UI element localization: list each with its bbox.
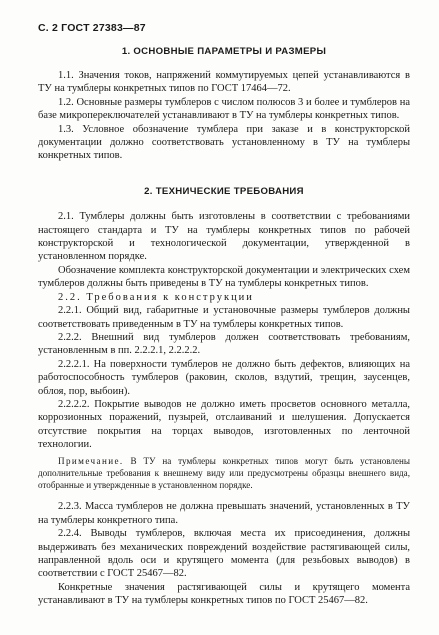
- section-2-title: 2. ТЕХНИЧЕСКИЕ ТРЕБОВАНИЯ: [144, 186, 304, 198]
- paragraph-1-1: 1.1. Значения токов, напряжений коммутируемых цепей устанавливаются в ТУ на тумблеры конкретных типов по ГОСТ 17464—72.: [38, 70, 410, 95]
- paragraph-2-2-2: 2.2.2. Внешний вид тумблеров должен соответствовать требованиям, установленным в пп. 2.2.2.1, 2.2.2.2.: [38, 332, 410, 357]
- paragraph-2-2-2-2: 2.2.2.2. Покрытие выводов не должно иметь просветов основного металла, коррозионных поражений, пузырей, отслаиваний и шелушения. Допускается отсутствие покрытия на торцах выводов, изготовленных по ленточной технологии.: [38, 399, 410, 450]
- paragraph-2-2-3: 2.2.3. Масса тумблеров не должна превышать значений, установленных в ТУ на тумблеры конкретного типа.: [38, 501, 410, 526]
- paragraph-2-1-designation: Обозначение комплекта конструкторской документации и электрических схем тумблеров должны быть приведены в ТУ на тумблеры конкретных типов.: [38, 264, 410, 289]
- note-label: Примечание.: [58, 456, 124, 467]
- paragraph-1-2: 1.2. Основные размеры тумблеров с числом полюсов 3 и более и тумблеров на базе микропереключателей устанавливают в ТУ на тумблеры конкретных типов.: [38, 96, 410, 122]
- page-header: С. 2 ГОСТ 27383—87: [38, 22, 146, 34]
- paragraph-1-3: 1.3. Условное обозначение тумблера при заказе и в конструкторской документации должно соответствовать установленному в ТУ на тумблеры конкретных типов.: [38, 123, 410, 162]
- section-1-title: 1. ОСНОВНЫЕ ПАРАМЕТРЫ И РАЗМЕРЫ: [121, 46, 327, 57]
- paragraph-2-1: 2.1. Тумблеры должны быть изготовлены в соответствии с требованиями настоящего стандарта и ТУ на тумблеры конкретных типов по рабочей конструкторской и технологической документации, утвержденной в установленном порядке.: [38, 211, 410, 263]
- document-body: [38, 40, 410, 608]
- paragraph-2-2-2-1: 2.2.2.1. На поверхности тумблеров не должно быть дефектов, влияющих на работоспособность тумблеров (раковин, сколов, вздутий, трещин, заусенцев, облоя, пор, выбоин).: [38, 359, 410, 397]
- note-block: [38, 456, 410, 491]
- paragraph-2-2-4: 2.2.4. Выводы тумблеров, включая места их присоединения, должны выдерживать без механических повреждений воздействие растягивающей силы, направленной вдоль оси и крутящего момента (для резьбовых выводов) в соответствии с ГОСТ 25467—82.: [38, 528, 410, 579]
- note-text: В ТУ на тумблеры конкретных типов могут быть установлены дополнительные требования к внешнему виду или предусмотрены образцы внешнего вида, отобранные и утвержденные в установленном порядке.: [38, 456, 410, 490]
- paragraph-2-2-1: 2.2.1. Общий вид, габаритные и установочные размеры тумблеров должны соответствовать приведенным в ТУ на тумблеры конкретных типов.: [38, 305, 410, 330]
- paragraph-2-2-heading: 2.2. Требования к конструкции: [58, 291, 254, 303]
- paragraph-2-2-4-values: Конкретные значения растягивающей силы и крутящего момента устанавливают в ТУ на тумблеры конкретных типов по ГОСТ 25467—82.: [38, 581, 410, 606]
